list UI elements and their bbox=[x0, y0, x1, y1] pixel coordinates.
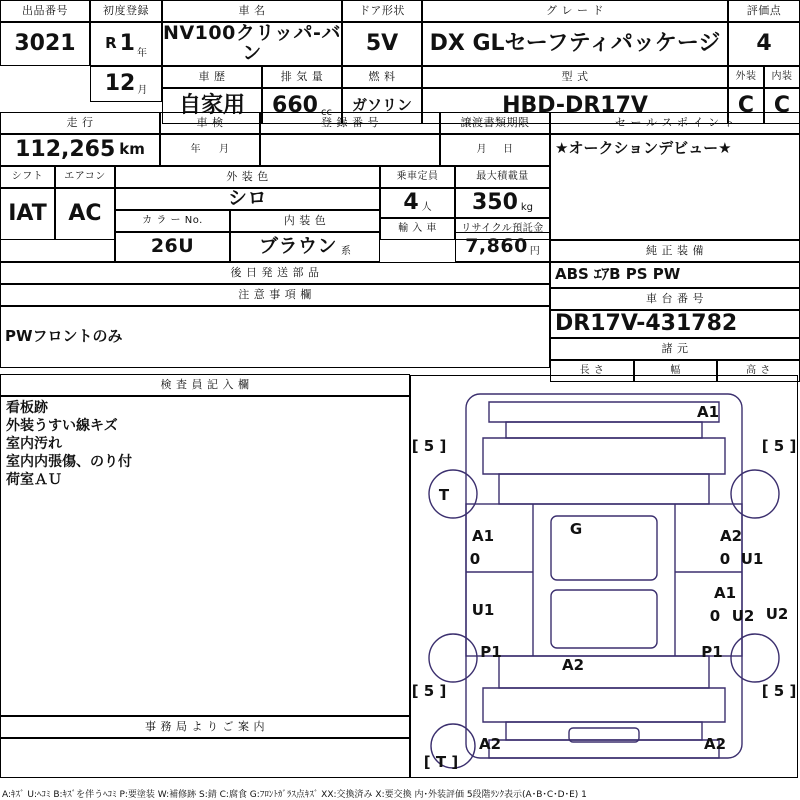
grade-label: グ レ ー ド bbox=[422, 0, 728, 22]
recycle-value: 7,860 円 bbox=[455, 232, 550, 262]
exterior-grade-value: C bbox=[728, 88, 764, 124]
color-no-label: カ ラ ー No. bbox=[115, 210, 230, 232]
svg-text:U1: U1 bbox=[471, 601, 495, 619]
import-label: 輸 入 車 bbox=[380, 218, 455, 240]
svg-text:T: T bbox=[438, 486, 450, 504]
sales-point-label: セ ー ル ス ポ イ ン ト bbox=[550, 112, 800, 134]
door-value: 5V bbox=[342, 22, 422, 66]
notes-label: 注 意 事 項 欄 bbox=[0, 284, 550, 306]
legend-text: A:ｷｽﾞ U:ﾍｺﾐ B:ｷｽﾞを伴うﾍｺﾐ P:要塗装 W:補修跡 S:錆 C:腐食 G:ﾌﾛﾝﾄｶﾞﾗｽ点ｷｽﾞ XX:交換済み X:要交換 内･外装評価 5段階ﾗﾝｸ表示(A･B･C･D･E) 1 bbox=[2, 790, 587, 800]
shift-ac-filler bbox=[0, 240, 115, 262]
reg-no-value bbox=[260, 134, 440, 166]
svg-text:A2: A2 bbox=[703, 735, 727, 753]
exterior-label: 外装 bbox=[728, 66, 764, 88]
inspector-line: 看板跡 bbox=[6, 400, 48, 416]
svg-text:P1: P1 bbox=[701, 643, 723, 661]
svg-text:G: G bbox=[569, 520, 583, 538]
car-name-label: 車 名 bbox=[162, 0, 342, 22]
inspector-notes bbox=[0, 396, 410, 716]
inspector-line: 室内汚れ bbox=[6, 435, 62, 452]
office-text bbox=[0, 738, 410, 778]
svg-text:A1: A1 bbox=[713, 584, 737, 602]
svg-text:[ 5 ]: [ 5 ] bbox=[761, 437, 797, 455]
max-load-value: 350 kg bbox=[455, 188, 550, 218]
displacement-label: 排 気 量 bbox=[262, 66, 342, 88]
grade-value: DX GLセーフティパッケージ bbox=[422, 22, 728, 66]
inspector-line: 室内内張傷、のり付 bbox=[6, 453, 132, 470]
color-no-value: 26U bbox=[115, 232, 230, 262]
displacement-value: 660 cc bbox=[262, 88, 342, 124]
inspection-value: 年 月 bbox=[160, 134, 260, 166]
dimensions-label: 諸 元 bbox=[550, 338, 800, 360]
svg-text:U2: U2 bbox=[731, 607, 755, 625]
interior-grade-value: C bbox=[764, 88, 800, 124]
sales-point-value: ★オークションデビュー★ bbox=[550, 134, 800, 240]
int-color-label: 内 装 色 bbox=[230, 210, 380, 232]
equipment-value: ABS ｴｱB PS PW bbox=[550, 262, 800, 288]
svg-text:U2: U2 bbox=[765, 605, 789, 623]
chassis-value: DR17V-431782 bbox=[550, 310, 800, 338]
transfer-label: 譲渡書類期限 bbox=[440, 112, 550, 134]
svg-text:[ 5 ]: [ 5 ] bbox=[411, 437, 447, 455]
svg-text:A2: A2 bbox=[478, 735, 502, 753]
chassis-label: 車 台 番 号 bbox=[550, 288, 800, 310]
height-label: 高 さ bbox=[717, 360, 800, 382]
svg-text:[ 5 ]: [ 5 ] bbox=[411, 682, 447, 700]
mileage-value: 112,265 km bbox=[0, 134, 160, 166]
svg-text:U1: U1 bbox=[740, 550, 764, 568]
svg-text:A1: A1 bbox=[471, 527, 495, 545]
ext-color-label: 外 装 色 bbox=[115, 166, 380, 188]
svg-text:P1: P1 bbox=[480, 643, 502, 661]
svg-text:0: 0 bbox=[709, 607, 721, 625]
inspector-line: 外装うすい線キズ bbox=[6, 417, 118, 434]
score-value: 4 bbox=[728, 22, 800, 66]
equipment-label: 純 正 装 備 bbox=[550, 240, 800, 262]
recycle-label: リサイクル預託金 bbox=[455, 218, 550, 240]
vehicle-damage-diagram bbox=[410, 375, 798, 778]
svg-text:0: 0 bbox=[469, 550, 481, 568]
history-label: 車 歴 bbox=[162, 66, 262, 88]
shift-value: IAT bbox=[0, 188, 55, 240]
shift-label: シフト bbox=[0, 166, 55, 188]
svg-text:[ T ]: [ T ] bbox=[423, 753, 459, 771]
history-month-value: 12 月 bbox=[90, 66, 162, 102]
int-color-value: ブラウン 系 bbox=[230, 232, 380, 262]
ac-label: エアコン bbox=[55, 166, 115, 188]
car-name-value: NV100クリッパ‐バン bbox=[163, 22, 341, 64]
width-label: 幅 bbox=[634, 360, 717, 382]
fuel-label: 燃 料 bbox=[342, 66, 422, 88]
office-title: 事 務 局 よ り ご 案 内 bbox=[0, 716, 410, 738]
door-label: ドア形状 bbox=[342, 0, 422, 22]
ac-value: AC bbox=[55, 188, 115, 240]
model-code-value: HBD-DR17V bbox=[422, 88, 728, 124]
svg-text:0: 0 bbox=[719, 550, 731, 568]
notes-value: PWフロントのみ bbox=[0, 306, 550, 368]
score-label: 評価点 bbox=[728, 0, 800, 22]
interior-label: 内装 bbox=[764, 66, 800, 88]
svg-text:A2: A2 bbox=[561, 656, 585, 674]
lot-no-label: 出品番号 bbox=[0, 0, 90, 22]
inspector-line: 荷室ＡＵ bbox=[6, 471, 62, 488]
svg-text:A2: A2 bbox=[719, 527, 743, 545]
length-label: 長 さ bbox=[550, 360, 634, 382]
seats-value: 4 人 bbox=[380, 188, 455, 218]
lot-no-value: 3021 bbox=[0, 22, 90, 66]
later-parts-label: 後 日 発 送 部 品 bbox=[0, 262, 550, 284]
history-value: 自家用 bbox=[162, 88, 262, 124]
inspection-label: 車 検 bbox=[160, 112, 260, 134]
first-reg-value: R 1 年 bbox=[90, 22, 162, 66]
reg-no-label: 登 録 番 号 bbox=[260, 112, 440, 134]
transfer-value: 月 日 bbox=[440, 134, 550, 166]
seats-label: 乗車定員 bbox=[380, 166, 455, 188]
inspector-title: 検 査 員 記 入 欄 bbox=[0, 374, 410, 396]
max-load-label: 最大積載量 bbox=[455, 166, 550, 188]
model-code-label: 型 式 bbox=[422, 66, 728, 88]
svg-text:[ 5 ]: [ 5 ] bbox=[761, 682, 797, 700]
mileage-label: 走 行 bbox=[0, 112, 160, 134]
ext-color-value: シロ bbox=[115, 188, 380, 210]
svg-text:A1: A1 bbox=[696, 403, 720, 421]
first-reg-label: 初度登録 bbox=[90, 0, 162, 22]
fuel-value: ガソリン bbox=[342, 88, 422, 124]
